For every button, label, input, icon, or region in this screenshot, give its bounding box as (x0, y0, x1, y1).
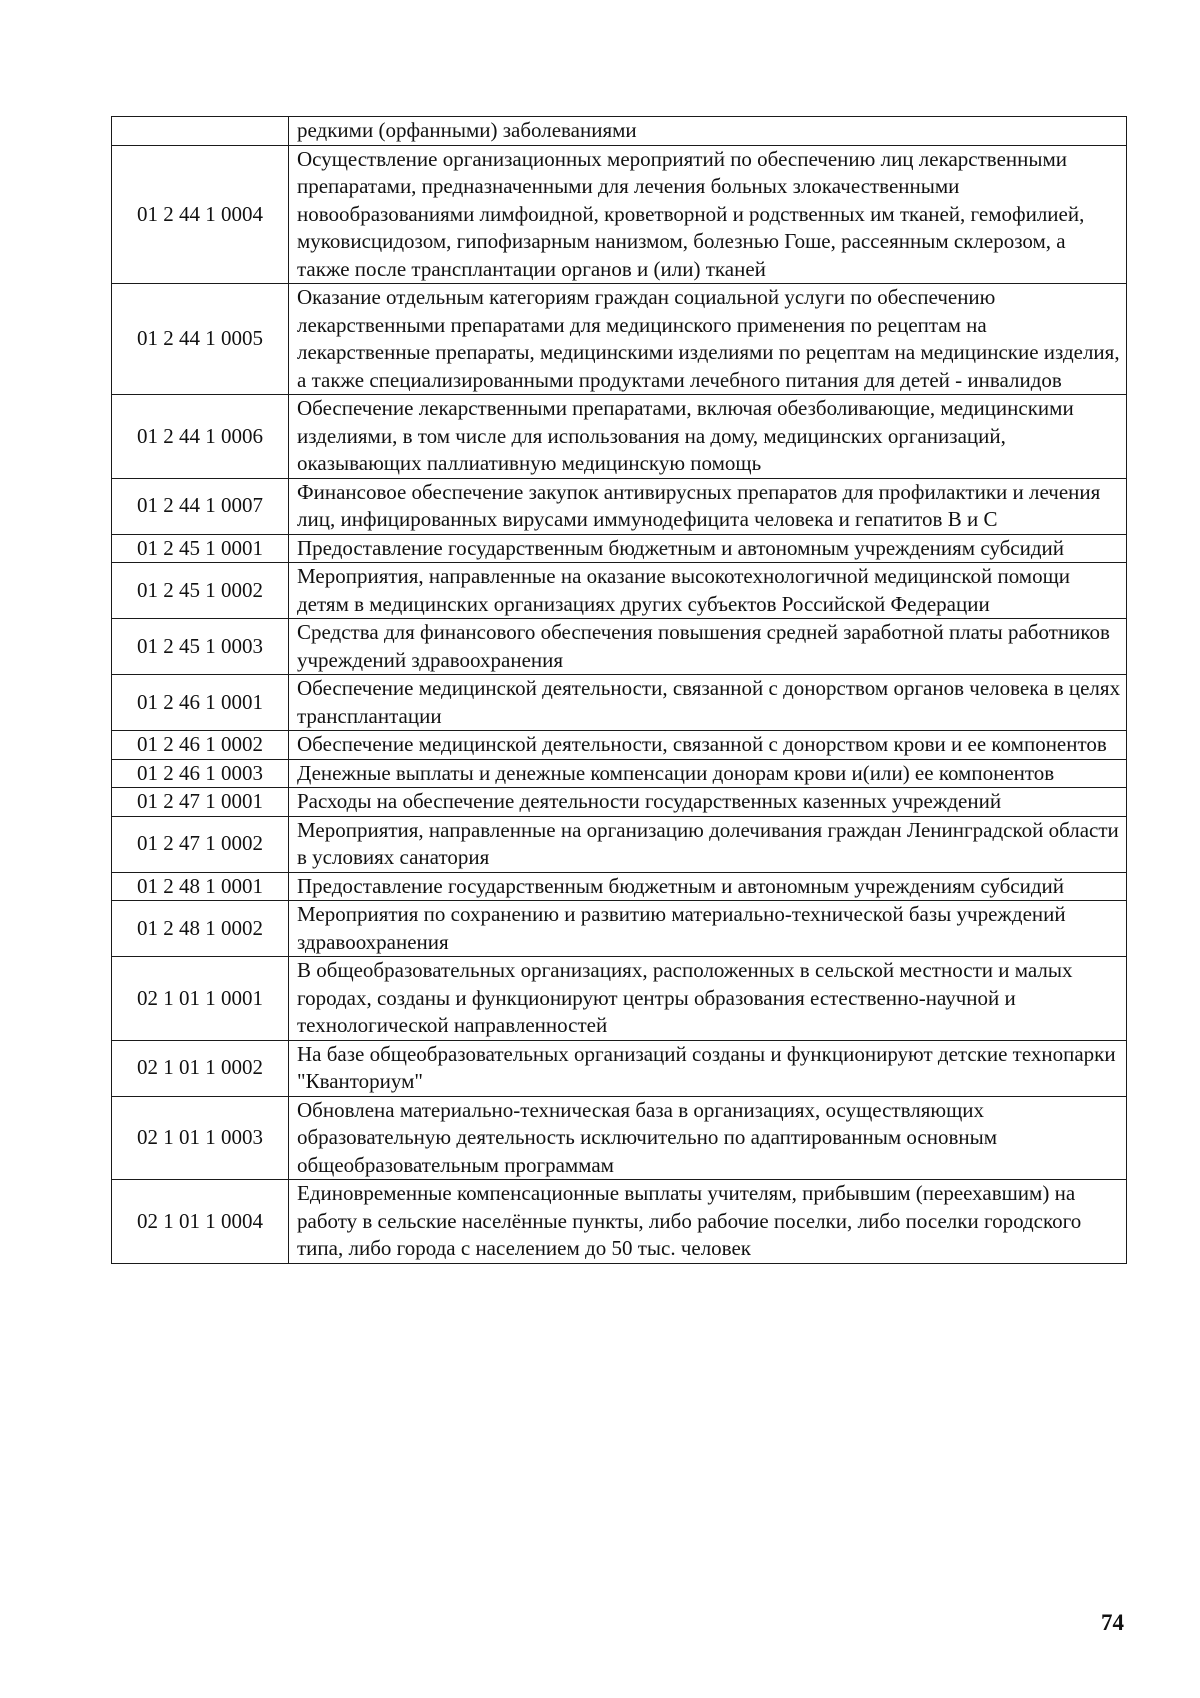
row-code: 01 2 45 1 0001 (112, 534, 289, 563)
table-row (112, 1096, 1127, 1180)
row-code: 01 2 44 1 0005 (112, 284, 289, 395)
table-row (112, 1040, 1127, 1096)
table-row (112, 619, 1127, 675)
row-description: Расходы на обеспечение деятельности государственных казенных учреждений (289, 788, 1127, 817)
row-description: редкими (орфанными) заболеваниями (289, 117, 1127, 146)
row-description: В общеобразовательных организациях, расположенных в сельской местности и малых городах, созданы и функционируют центры образования естественно-научной и технологической направленностей (289, 957, 1127, 1041)
row-code: 01 2 47 1 0001 (112, 788, 289, 817)
row-code: 01 2 44 1 0007 (112, 478, 289, 534)
table-row (112, 675, 1127, 731)
table-row (112, 1180, 1127, 1264)
table-body (112, 117, 1127, 1264)
table-row (112, 478, 1127, 534)
row-description: Средства для финансового обеспечения повышения средней заработной платы работников учреждений здравоохранения (289, 619, 1127, 675)
row-code: 02 1 01 1 0003 (112, 1096, 289, 1180)
table-row (112, 788, 1127, 817)
row-description: Обеспечение медицинской деятельности, связанной с донорством крови и ее компонентов (289, 731, 1127, 760)
row-description: Мероприятия, направленные на организацию долечивания граждан Ленинградской области в условиях санатория (289, 816, 1127, 872)
table-row (112, 901, 1127, 957)
budget-codes-table (111, 116, 1127, 1264)
table-row (112, 759, 1127, 788)
row-code: 01 2 48 1 0002 (112, 901, 289, 957)
table-row (112, 816, 1127, 872)
row-code: 01 2 45 1 0003 (112, 619, 289, 675)
row-code: 01 2 44 1 0004 (112, 145, 289, 284)
row-description: Финансовое обеспечение закупок антивирусных препаратов для профилактики и лечения лиц, инфицированных вирусами иммунодефицита человека и гепатитов В и С (289, 478, 1127, 534)
table-row (112, 284, 1127, 395)
row-description: Осуществление организационных мероприятий по обеспечению лиц лекарственными препаратами, предназначенными для лечения больных злокачественными новообразованиями лимфоидной, кроветворной и родственных им тканей, гемофилией, муковисцидозом, гипофизарным нанизмом, болезнью Гоше, рассеянным склерозом, а также после трансплантации органов и (или) тканей (289, 145, 1127, 284)
row-description: Денежные выплаты и денежные компенсации донорам крови и(или) ее компонентов (289, 759, 1127, 788)
row-code: 01 2 46 1 0001 (112, 675, 289, 731)
table-row (112, 872, 1127, 901)
row-code: 01 2 46 1 0002 (112, 731, 289, 760)
row-code: 02 1 01 1 0002 (112, 1040, 289, 1096)
row-code (112, 117, 289, 146)
table-row (112, 534, 1127, 563)
row-code: 01 2 44 1 0006 (112, 395, 289, 479)
row-description: Мероприятия по сохранению и развитию материально-технической базы учреждений здравоохранения (289, 901, 1127, 957)
table-row (112, 563, 1127, 619)
row-code: 01 2 48 1 0001 (112, 872, 289, 901)
row-code: 01 2 46 1 0003 (112, 759, 289, 788)
table-row (112, 145, 1127, 284)
row-description: Обеспечение медицинской деятельности, связанной с донорством органов человека в целях трансплантации (289, 675, 1127, 731)
row-code: 01 2 45 1 0002 (112, 563, 289, 619)
row-description: Обеспечение лекарственными препаратами, включая обезболивающие, медицинскими изделиями, в том числе для использования на дому, медицинских организаций, оказывающих паллиативную медицинскую помощь (289, 395, 1127, 479)
page-number: 74 (1101, 1610, 1124, 1635)
row-description: Обновлена материально-техническая база в организациях, осуществляющих образовательную деятельность исключительно по адаптированным основным общеобразовательным программам (289, 1096, 1127, 1180)
table-row (112, 731, 1127, 760)
table-row (112, 395, 1127, 479)
row-description: Предоставление государственным бюджетным и автономным учреждениям субсидий (289, 534, 1127, 563)
row-description: Единовременные компенсационные выплаты учителям, прибывшим (переехавшим) на работу в сельские населённые пункты, либо рабочие поселки, либо поселки городского типа, либо города с населением до 50 тыс. человек (289, 1180, 1127, 1264)
row-code: 02 1 01 1 0004 (112, 1180, 289, 1264)
row-description: Мероприятия, направленные на оказание высокотехнологичной медицинской помощи детям в медицинских организациях других субъектов Российской Федерации (289, 563, 1127, 619)
row-description: На базе общеобразовательных организаций созданы и функционируют детские технопарки "Кванториум" (289, 1040, 1127, 1096)
row-description: Оказание отдельным категориям граждан социальной услуги по обеспечению лекарственными препаратами для медицинского применения по рецептам на лекарственные препараты, медицинскими изделиями по рецептам на медицинские изделия, а также специализированными продуктами лечебного питания для детей - инвалидов (289, 284, 1127, 395)
table-row (112, 957, 1127, 1041)
row-code: 02 1 01 1 0001 (112, 957, 289, 1041)
row-description: Предоставление государственным бюджетным и автономным учреждениям субсидий (289, 872, 1127, 901)
table-row (112, 117, 1127, 146)
row-code: 01 2 47 1 0002 (112, 816, 289, 872)
